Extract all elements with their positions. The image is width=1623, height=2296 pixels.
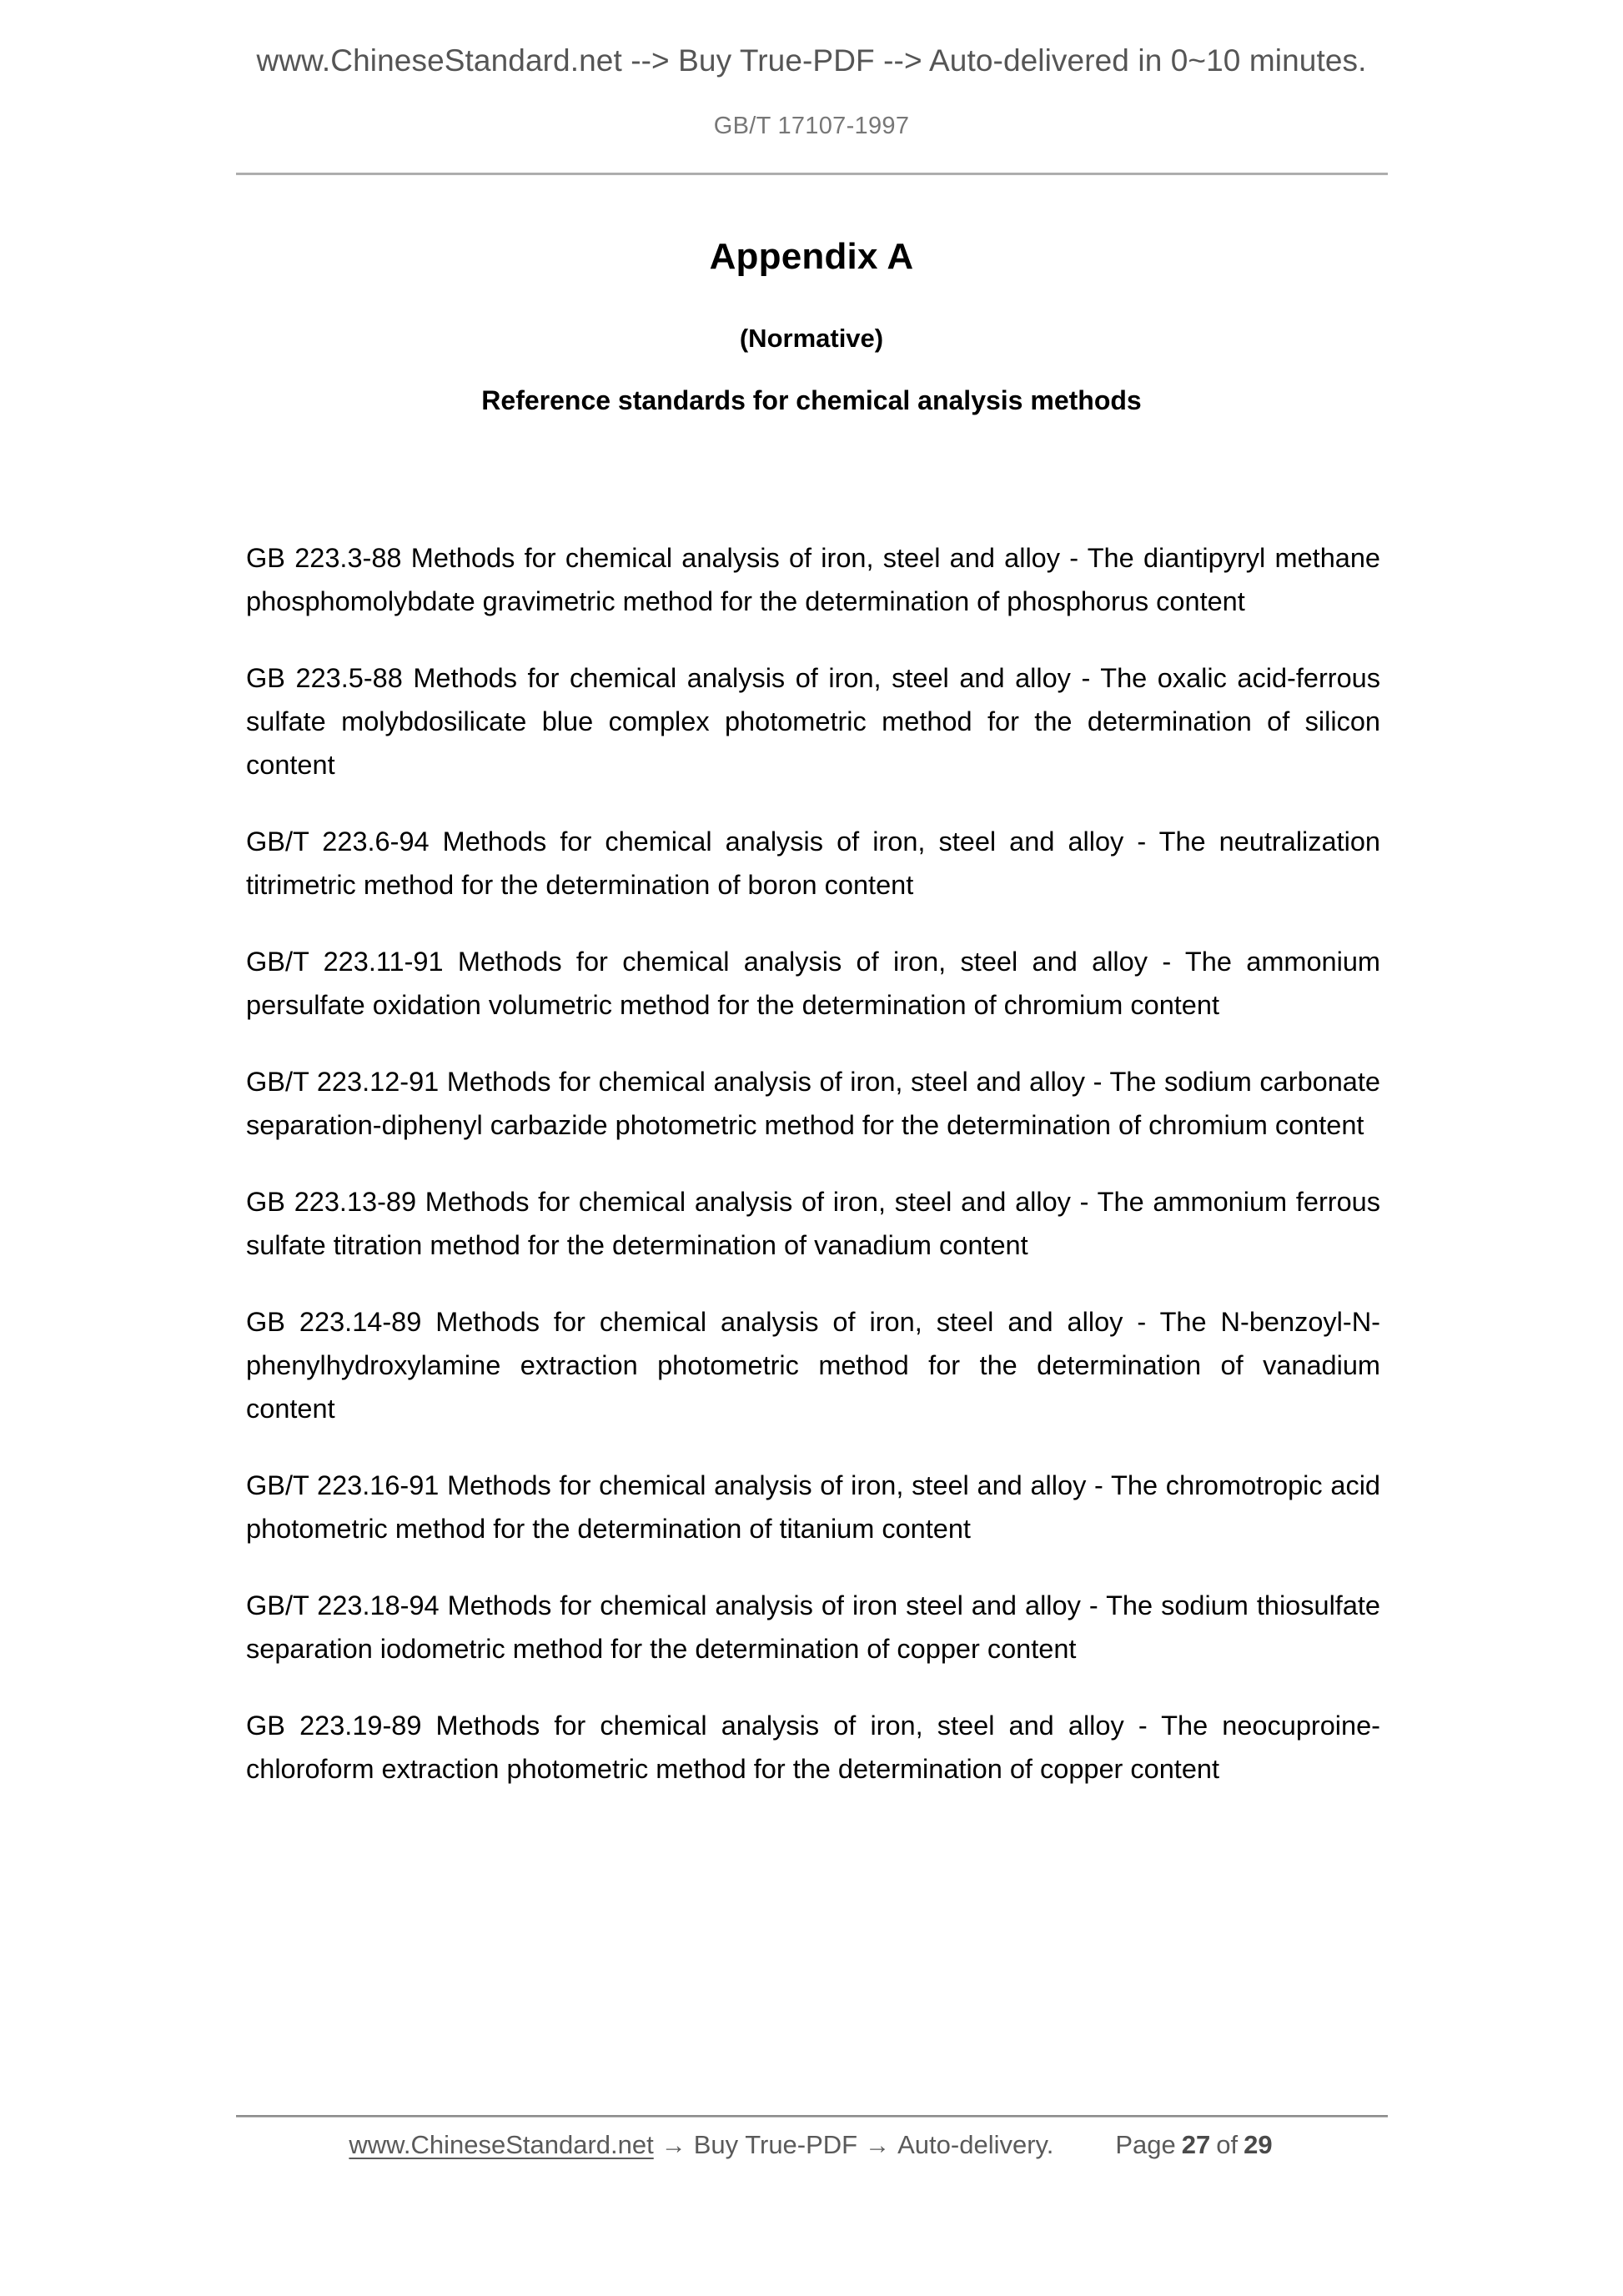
arrow-right-icon: → <box>661 2132 686 2159</box>
normative-label: (Normative) <box>739 324 884 353</box>
arrow-right-icon: → <box>865 2132 891 2159</box>
auto-delivery-label: Auto-delivery. <box>897 2130 1054 2159</box>
standard-reference-paragraph: GB/T 223.6-94 Methods for chemical analysis of iron, steel and alloy - The neutralization titrimetric method for the determination of boron content <box>246 826 1380 900</box>
standard-reference-paragraph: GB 223.14-89 Methods for chemical analysis of iron, steel and alloy - The N-benzoyl-N-phenylhydroxylamine extraction photometric method for the determination of vanadium content <box>246 1307 1380 1424</box>
standard-reference-paragraph: GB/T 223.18-94 Methods for chemical analysis of iron steel and alloy - The sodium thiosulfate separation iodometric method for the determination of copper content <box>246 1590 1380 1664</box>
page-footer <box>236 2130 1388 2160</box>
of-word-label: of <box>1216 2130 1239 2159</box>
page-word-label: Page <box>1115 2130 1176 2159</box>
standard-reference-paragraph: GB/T 223.12-91 Methods for chemical analysis of iron, steel and alloy - The sodium carbonate separation-diphenyl carbazide photometric method for the determination of chromium content <box>246 1067 1380 1140</box>
footer-divider-rule <box>236 2115 1388 2118</box>
standard-reference-paragraph: GB 223.3-88 Methods for chemical analysis of iron, steel and alloy - The diantipyryl methane phosphomolybdate gravimetric method for the determination of phosphorus content <box>246 543 1380 616</box>
reference-standards-list <box>246 536 1380 1791</box>
appendix-title: Appendix A <box>709 236 914 277</box>
standard-reference-paragraph: GB 223.5-88 Methods for chemical analysis of iron, steel and alloy - The oxalic acid-ferrous sulfate molybdosilicate blue complex photometric method for the determination of silicon content <box>246 663 1380 780</box>
promo-banner-text: www.ChineseStandard.net --> Buy True-PDF --> Auto-delivered in 0~10 minutes. <box>256 43 1367 78</box>
appendix-subject-title: Reference standards for chemical analysis methods <box>481 385 1142 415</box>
buy-true-pdf-label: Buy True-PDF <box>693 2130 858 2159</box>
standard-reference-paragraph: GB 223.19-89 Methods for chemical analysis of iron, steel and alloy - The neocuproine-chloroform extraction photometric method for the determination of copper content <box>246 1711 1380 1784</box>
standard-reference-paragraph: GB/T 223.16-91 Methods for chemical analysis of iron, steel and alloy - The chromotropic acid photometric method for the determination of titanium content <box>246 1470 1380 1544</box>
standard-reference-paragraph: GB/T 223.11-91 Methods for chemical analysis of iron, steel and alloy - The ammonium persulfate oxidation volumetric method for the determination of chromium content <box>246 947 1380 1020</box>
standard-document-code: GB/T 17107-1997 <box>713 113 910 139</box>
current-page-number: 27 <box>1181 2130 1211 2159</box>
chinesestandard-website-link[interactable]: www.ChineseStandard.net <box>349 2130 654 2159</box>
total-page-count: 29 <box>1244 2130 1273 2159</box>
page-number-indicator <box>1112 2130 1274 2160</box>
header-divider-rule <box>236 173 1388 175</box>
standard-reference-paragraph: GB 223.13-89 Methods for chemical analysis of iron, steel and alloy - The ammonium ferrous sulfate titration method for the determination of vanadium content <box>246 1187 1380 1260</box>
